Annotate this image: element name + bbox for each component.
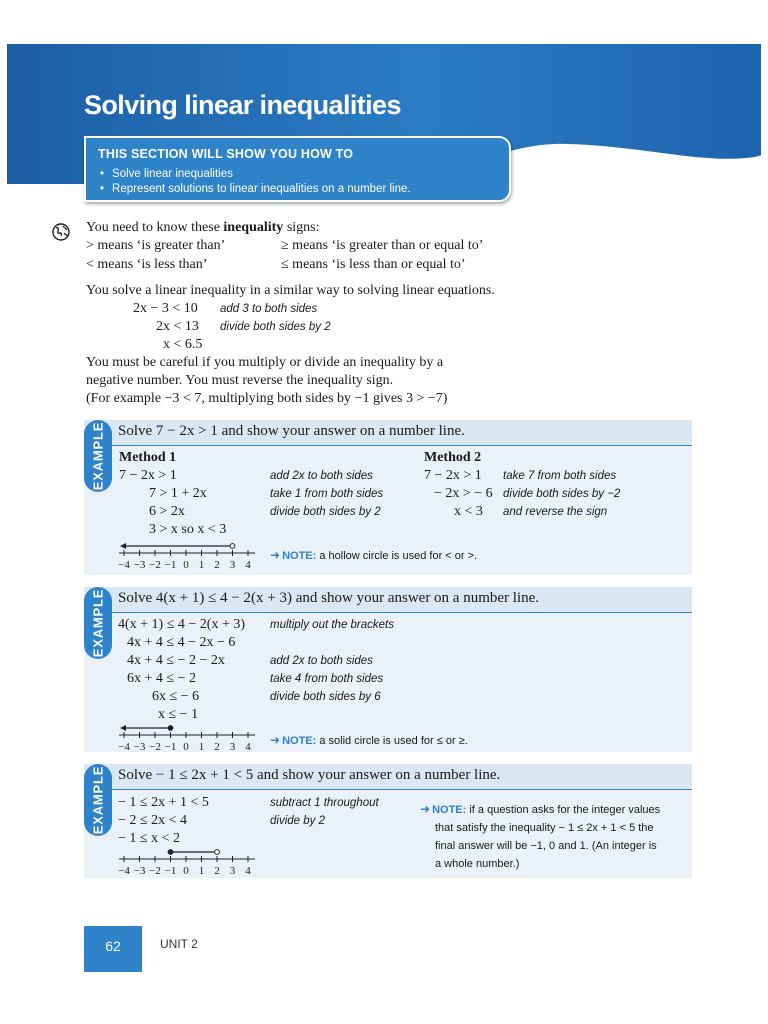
solve-step: x < 6.5 [163, 337, 203, 352]
number-line-label: −3 [133, 559, 146, 571]
example-tab: EXAMPLE [84, 764, 112, 836]
number-line-label: 3 [229, 865, 236, 877]
method-1-step: 7 − 2x > 1 [119, 468, 177, 483]
method-2-note: and reverse the sign [503, 506, 608, 518]
lt-definition: < means ‘is less than’ [86, 257, 208, 272]
number-line-label: −4 [118, 559, 130, 571]
arrow-right-icon: ➜ [420, 802, 431, 816]
method-2-step: 7 − 2x > 1 [424, 468, 482, 483]
example-tab: EXAMPLE [84, 420, 112, 492]
number-line-label: 2 [214, 741, 220, 753]
example-3-note-box: ➜ NOTE: if a question asks for the integer values that satisfy the inequality − 1 ≤ 2x + 1 < 5 the final answer will be −1, 0 and 1. (An integer is a whole number.) [420, 802, 661, 870]
example-2-note-box: ➜ NOTE: a solid circle is used for ≤ or ≥. [270, 733, 468, 747]
number-line-label: −2 [149, 741, 161, 753]
method-1-step: 6 > 2x [149, 504, 185, 519]
le-definition: ≤ means ‘is less than or equal to’ [281, 257, 466, 272]
ray-arrowhead [120, 725, 126, 731]
example-3-panel [84, 764, 692, 878]
gt-definition: > means ‘is greater than’ [86, 238, 226, 253]
number-line-label: −2 [149, 559, 161, 571]
example-3-step: − 2 ≤ 2x < 4 [118, 813, 187, 828]
example-2-step: 4x + 4 ≤ 4 − 2x − 6 [127, 635, 236, 650]
number-line-label: −4 [118, 865, 130, 877]
objective-item: • Solve linear inequalities [100, 167, 411, 182]
example-2-note: divide both sides by 6 [270, 691, 381, 703]
method-1-step: 3 > x so x < 3 [149, 522, 227, 537]
number-line-label: −3 [133, 865, 146, 877]
solid-endpoint [168, 850, 173, 855]
method-1-note: take 1 from both sides [270, 488, 384, 500]
example-2-note: multiply out the brackets [270, 619, 395, 631]
number-line-1 [118, 539, 258, 571]
number-line-label: −3 [133, 741, 146, 753]
number-line-label: −1 [164, 741, 177, 753]
globe-icon [52, 223, 70, 241]
solve-step-note: divide both sides by 2 [220, 321, 331, 333]
ray-arrowhead [120, 543, 126, 549]
objective-item: • Represent solutions to linear inequalities on a number line. [100, 182, 411, 197]
example-1-panel [84, 420, 692, 575]
page-number: 62 [105, 938, 121, 954]
solid-endpoint [168, 726, 173, 731]
number-line-label: −1 [164, 865, 177, 877]
number-line-label: 4 [245, 741, 251, 753]
solve-step: 2x − 3 < 10 [133, 301, 198, 316]
intro-line: You need to know these inequality signs: [86, 220, 320, 235]
number-line-label: 1 [198, 559, 205, 571]
objectives-list [100, 167, 411, 197]
page-number-box [84, 926, 142, 972]
solve-step: 2x < 13 [156, 319, 199, 334]
example-2-step: 4(x + 1) ≤ 4 − 2(x + 3) [118, 617, 246, 632]
number-line-label: 4 [245, 559, 251, 571]
number-line-label: 1 [198, 741, 205, 753]
hollow-endpoint [230, 544, 235, 549]
number-line-label: 1 [198, 865, 205, 877]
number-line-label: −2 [149, 865, 161, 877]
careful-text: (For example −3 < 7, multiplying both sides by −1 gives 3 > −7) [86, 391, 448, 406]
section-heading: THIS SECTION WILL SHOW YOU HOW TO [98, 147, 354, 161]
example-1-question: Solve 7 − 2x > 1 and show your answer on a number line. [118, 423, 465, 439]
method-2-title: Method 2 [424, 450, 482, 465]
solve-step-note: add 3 to both sides [220, 303, 318, 315]
number-line-label: 0 [183, 741, 189, 753]
method-1-title: Method 1 [119, 450, 177, 465]
number-line-label: −1 [164, 559, 177, 571]
solve-paragraph: You solve a linear inequality in a similar way to solving linear equations. [86, 283, 495, 298]
hollow-endpoint [215, 850, 220, 855]
example-2-note: take 4 from both sides [270, 673, 384, 685]
example-2-panel [84, 587, 692, 752]
example-2-step: x ≤ − 1 [158, 707, 199, 722]
arrow-right-icon: ➜ [270, 548, 281, 562]
example-3-note: subtract 1 throughout [270, 797, 379, 809]
example-1-note: ➜ NOTE: a hollow circle is used for < or >. [270, 548, 478, 562]
number-line-label: 3 [229, 559, 236, 571]
example-2-question: Solve 4(x + 1) ≤ 4 − 2(x + 3) and show your answer on a number line. [118, 590, 540, 606]
example-3-note: divide by 2 [270, 815, 325, 827]
number-line-3 [118, 845, 258, 877]
method-1-note: divide both sides by 2 [270, 506, 381, 518]
number-line-2 [118, 721, 258, 753]
careful-text: negative number. You must reverse the inequality sign. [86, 373, 394, 388]
page-title: Solving linear inequalities [84, 90, 401, 120]
example-tab: EXAMPLE [84, 587, 112, 659]
example-2-step: 6x ≤ − 6 [152, 689, 200, 704]
number-line-label: 0 [183, 559, 189, 571]
example-2-step: 6x + 4 ≤ − 2 [127, 671, 196, 686]
careful-text: You must be careful if you multiply or divide an inequality by a [86, 355, 444, 370]
method-2-note: divide both sides by −2 [503, 488, 621, 500]
number-line-label: 3 [229, 741, 236, 753]
method-2-note: take 7 from both sides [503, 470, 617, 482]
number-line-label: 2 [214, 865, 220, 877]
example-2-note: add 2x to both sides [270, 655, 373, 667]
method-1-note: add 2x to both sides [270, 470, 373, 482]
method-2-step: x < 3 [454, 504, 483, 519]
unit-label: UNIT 2 [160, 937, 198, 951]
number-line-label: 4 [245, 865, 251, 877]
example-3-step: − 1 ≤ 2x + 1 < 5 [118, 795, 209, 810]
example-3-step: − 1 ≤ x < 2 [118, 831, 180, 846]
method-1-step: 7 > 1 + 2x [149, 486, 207, 501]
arrow-right-icon: ➜ [270, 733, 281, 747]
number-line-label: −4 [118, 741, 130, 753]
ge-definition: ≥ means ‘is greater than or equal to’ [281, 238, 484, 253]
example-3-question: Solve − 1 ≤ 2x + 1 < 5 and show your answer on a number line. [118, 767, 501, 783]
section-objectives-box [84, 136, 511, 202]
number-line-label: 2 [214, 559, 220, 571]
example-2-step: 4x + 4 ≤ − 2 − 2x [127, 653, 225, 668]
number-line-label: 0 [183, 865, 189, 877]
method-2-step: − 2x > − 6 [434, 486, 493, 501]
